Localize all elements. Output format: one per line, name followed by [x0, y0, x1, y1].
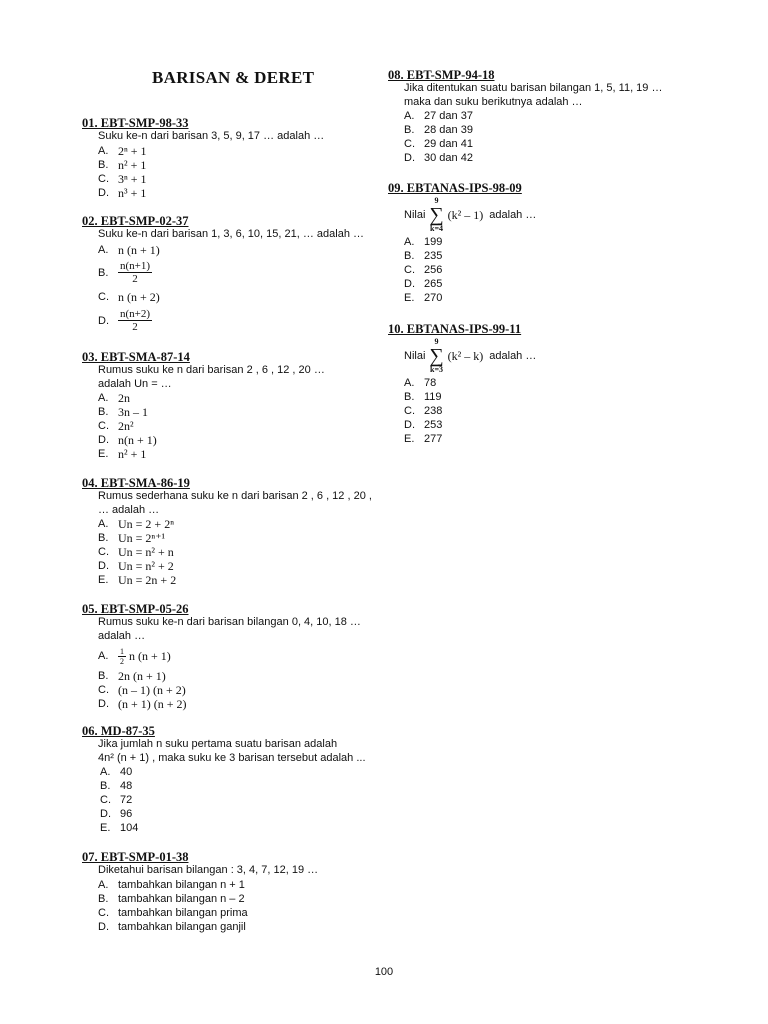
option-c: C. tambahkan bilangan prima [98, 906, 248, 919]
question-text: Suku ke-n dari barisan 1, 3, 6, 10, 15, 21, … adalah … [98, 228, 364, 240]
option-d: D. n(n + 1) [98, 433, 157, 447]
question-text: Diketahui barisan bilangan : 3, 4, 7, 12, 19 … [98, 864, 319, 876]
question-02 [82, 214, 372, 336]
option-e: E. 104 [100, 822, 139, 834]
question-09 [388, 181, 688, 305]
question-header: 01. EBT-SMP-98-33 [82, 116, 189, 130]
option-list [404, 109, 688, 165]
option-list [98, 878, 372, 934]
option-c: C. n (n + 2) [98, 289, 160, 304]
question-text: Rumus sederhana suku ke n dari barisan 2 , 6 , 12 , 20 , [98, 490, 372, 502]
option-c: C. 29 dan 41 [404, 138, 473, 150]
option-a: A. $\frac{1}{2}$ n (n + 1) [98, 646, 171, 666]
option-a: A. 2n [98, 391, 130, 405]
option-b: B. 28 dan 39 [404, 124, 473, 136]
option-b: B. 119 [404, 391, 442, 403]
option-list [98, 391, 372, 461]
summation-expression: Nilai 9 ∑ k=3 (k² – k) adalah … [404, 337, 537, 374]
question-text: adalah … [98, 629, 146, 642]
question-text: 4n² (n + 1) , maka suku ke 3 barisan tersebut adalah ... [98, 751, 366, 764]
fraction: $\frac{n(n+2)}{2}$ [120, 308, 151, 333]
option-c: C. 2n² [98, 419, 134, 433]
question-header: 02. EBT-SMP-02-37 [82, 214, 189, 228]
page-number: 100 [374, 966, 394, 978]
question-header: 07. EBT-SMP-01-38 [82, 850, 189, 864]
option-b: B. 48 [100, 780, 133, 792]
option-d: D. 96 [100, 808, 133, 820]
option-list [98, 517, 372, 587]
question-header: 06. MD-87-35 [82, 724, 155, 738]
option-list [98, 242, 372, 336]
option-b: B. $\frac{n(n+1)}{2}$ [98, 260, 151, 285]
option-b: B. 3n – 1 [98, 405, 148, 419]
option-a: A. n (n + 1) [98, 242, 160, 257]
option-c: C. 238 [404, 405, 443, 417]
option-d: D. 265 [404, 278, 443, 290]
question-header: 09. EBTANAS-IPS-98-09 [388, 181, 522, 195]
question-03 [82, 350, 372, 461]
sigma-icon: 9 ∑ k=3 [429, 337, 444, 374]
option-a: A. 27 dan 37 [404, 110, 473, 122]
option-e: E. Un = 2n + 2 [98, 573, 177, 587]
question-01 [82, 116, 372, 200]
option-c: C. Un = n² + n [98, 545, 174, 559]
option-list [98, 643, 372, 711]
question-text: Suku ke-n dari barisan 3, 5, 9, 17 … adalah … [98, 130, 325, 142]
question-header: 05. EBT-SMP-05-26 [82, 602, 189, 616]
option-a: A. 40 [100, 766, 133, 778]
question-08 [388, 68, 688, 165]
question-text: maka dan suku berikutnya adalah … [404, 95, 583, 108]
option-d: D. (n + 1) (n + 2) [98, 697, 187, 711]
option-e: E. 277 [404, 433, 443, 445]
option-b: B. 2n (n + 1) [98, 669, 166, 683]
option-c: C. (n – 1) (n + 2) [98, 683, 186, 697]
question-text: adalah Un = … [98, 377, 172, 390]
fraction: $\frac{n(n+1)}{2}$ [120, 260, 151, 285]
option-c: C. 256 [404, 264, 443, 276]
option-e: E. 270 [404, 292, 443, 304]
option-b: B. Un = 2ⁿ⁺¹ [98, 531, 166, 545]
option-list [100, 765, 372, 835]
option-d: D. tambahkan bilangan ganjil [98, 920, 246, 933]
question-07 [82, 850, 372, 934]
option-e: E. n² + 1 [98, 447, 147, 461]
question-header: 10. EBTANAS-IPS-99-11 [388, 322, 522, 336]
option-list [404, 376, 688, 446]
summation-expression: Nilai 9 ∑ k=4 (k² – 1) adalah … [404, 196, 537, 233]
question-header: 08. EBT-SMP-94-18 [388, 68, 495, 82]
option-a: A. 199 [404, 236, 443, 248]
question-10 [388, 322, 688, 446]
option-b: B. tambahkan bilangan n – 2 [98, 892, 245, 905]
option-c: C. 3ⁿ + 1 [98, 171, 147, 186]
option-a: A. 2ⁿ + 1 [98, 143, 147, 158]
fraction: $\frac{1}{2}$ [120, 646, 124, 666]
question-05 [82, 602, 372, 711]
question-text: Jika ditentukan suatu barisan bilangan 1, 5, 11, 19 … [404, 82, 663, 94]
option-list [404, 235, 688, 305]
question-text: Rumus suku ke-n dari barisan bilangan 0, 4, 10, 18 … [98, 616, 361, 628]
question-text: Jika jumlah n suku pertama suatu barisan adalah [98, 738, 338, 750]
question-06 [82, 724, 372, 835]
option-d: D. n³ + 1 [98, 185, 147, 200]
question-header: 04. EBT-SMA-86-19 [82, 476, 190, 490]
question-text: Rumus suku ke n dari barisan 2 , 6 , 12 , 20 … [98, 364, 325, 376]
page-title: BARISAN & DERET [152, 68, 315, 87]
option-c: C. 72 [100, 794, 133, 806]
question-header: 03. EBT-SMA-87-14 [82, 350, 190, 364]
question-04 [82, 476, 372, 587]
option-b: B. 235 [404, 250, 443, 262]
option-a: A. tambahkan bilangan n + 1 [98, 878, 245, 891]
question-text: … adalah … [98, 503, 160, 516]
option-d: D. $\frac{n(n+2)}{2}$ [98, 308, 151, 333]
option-d: D. 30 dan 42 [404, 152, 473, 164]
option-a: A. 78 [404, 377, 437, 389]
sigma-icon: 9 ∑ k=4 [429, 196, 444, 233]
option-b: B. n² + 1 [98, 157, 147, 172]
option-a: A. Un = 2 + 2ⁿ [98, 517, 174, 531]
option-list [98, 144, 372, 200]
option-d: D. 253 [404, 419, 443, 431]
option-d: D. Un = n² + 2 [98, 559, 174, 573]
